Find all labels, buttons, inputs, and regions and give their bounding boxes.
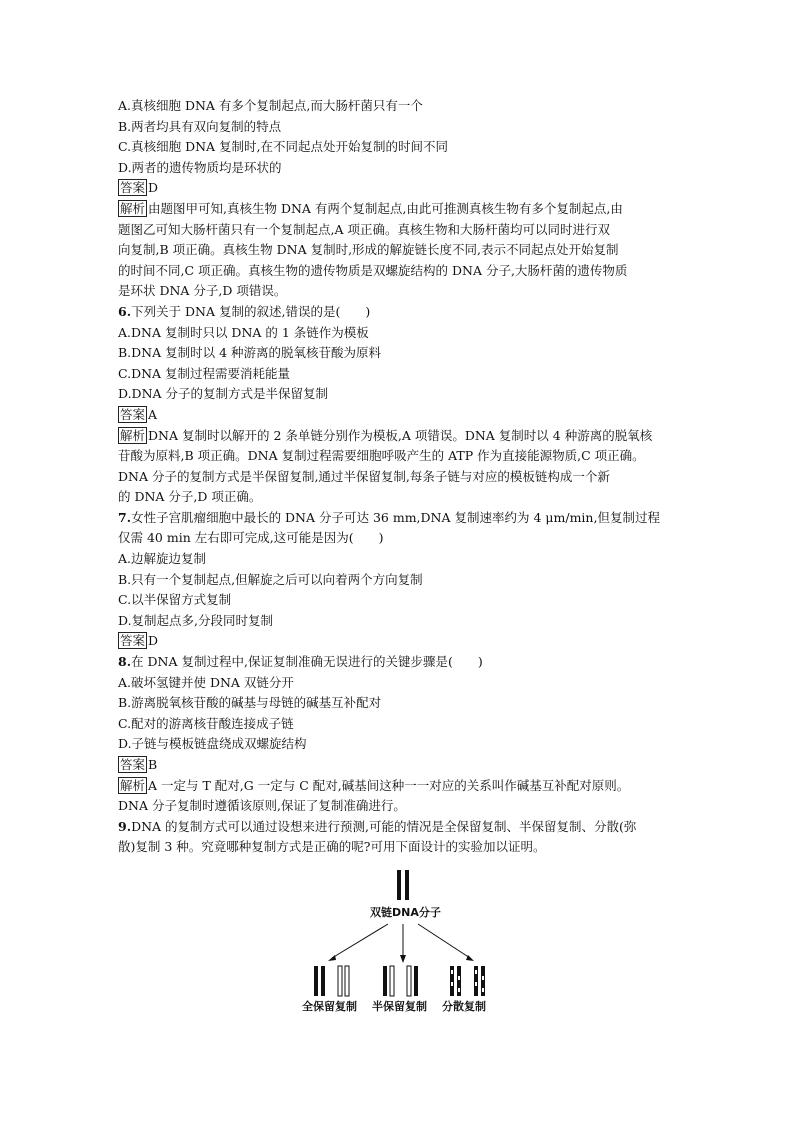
answer-line [118, 405, 688, 426]
answer-tag: 答案 [120, 180, 146, 196]
question-text: DNA 的复制方式可以通过设想来进行预测,可能的情况是全保留复制、半保留复制、分散(弥 [131, 818, 637, 834]
strand-light [407, 966, 411, 996]
strand-light [390, 966, 394, 996]
option-d: D.DNA 分子的复制方式是半保留复制 [118, 386, 329, 402]
option-c: C.以半保留方式复制 [118, 592, 232, 608]
question-stem [118, 508, 688, 529]
strand-light [338, 966, 342, 996]
dna-replication-figure [290, 866, 510, 1016]
analysis-text: 的 DNA 分子,D 项正确。 [118, 489, 262, 505]
conservative-molecules [314, 966, 349, 996]
document-page [118, 96, 688, 858]
question-text: 散)复制 3 种。究竟哪种复制方式是正确的呢?可用下面设计的实验加以证明。 [118, 839, 546, 855]
answer-tag: 答案 [120, 633, 146, 649]
analysis-tag: 解析 [120, 427, 146, 443]
question-stem [118, 302, 688, 323]
option-b: B.DNA 复制时以 4 种游离的脱氧核苷酸为原料 [118, 345, 382, 361]
arrow-right [418, 924, 470, 958]
question-number: 7. [118, 509, 132, 525]
strand-dark [314, 966, 318, 996]
analysis-tag: 解析 [120, 200, 146, 216]
question-number: 8. [118, 654, 132, 670]
analysis-text: A 一定与 T 配对,G 一定与 C 配对,碱基间这种一一对应的关系叫作碱基互补配对原则。 [148, 777, 630, 793]
answer-tag: 答案 [120, 757, 146, 772]
option-b: B.两者均具有双向复制的特点 [118, 118, 282, 134]
strand-dark [321, 966, 325, 996]
dispersive-molecules [450, 966, 485, 996]
analysis-line [118, 199, 688, 220]
strand-dark [383, 966, 387, 996]
question-text: 女性子宫肌瘤细胞中最长的 DNA 分子可达 36 mm,DNA 复制速率约为 4 μm/min,但复制过程 [131, 509, 660, 525]
analysis-text: DNA 分子的复制方式是半保留复制,通过半保留复制,每条子链与对应的模板链构成一个新 [118, 468, 610, 484]
arrowhead-middle [400, 955, 406, 963]
question-number: 6. [118, 303, 132, 319]
analysis-text: 的时间不同,C 项正确。真核生物的遗传物质是双螺旋结构的 DNA 分子,大肠杆菌的遗传物质 [118, 262, 628, 278]
semiconservative-label: 半保留复制 [372, 1000, 427, 1013]
parent-strand-left [397, 870, 401, 900]
answer-line [118, 755, 688, 776]
arrow-left [332, 924, 388, 958]
answer-value: B [148, 757, 158, 772]
analysis-line [118, 426, 688, 447]
strand-light [345, 966, 349, 996]
analysis-text: 苷酸为原料,B 项正确。DNA 复制过程需要细胞呼吸产生的 ATP 作为直接能源物质,C 项正确。 [118, 448, 645, 464]
answer-value: D [148, 180, 159, 196]
option-c: C.真核细胞 DNA 复制时,在不同起点处开始复制的时间不同 [118, 139, 448, 155]
analysis-text: 是环状 DNA 分子,D 项错误。 [118, 283, 287, 299]
option-d: D.子链与模板链盘绕成双螺旋结构 [118, 736, 307, 752]
analysis-tag: 解析 [120, 777, 146, 793]
answer-value: A [148, 406, 158, 422]
option-c: C.配对的游离核苷酸连接成子链 [118, 715, 294, 731]
analysis-text: DNA 复制时以解开的 2 条单链分别作为模板,A 项错误。DNA 复制时以 4 种游离的脱氧核 [148, 427, 653, 443]
dna-diagram [290, 866, 510, 1016]
question-number: 9. [118, 818, 132, 834]
question-text: 在 DNA 复制过程中,保证复制准确无误进行的关键步骤是( ) [131, 654, 483, 670]
answer-line [118, 631, 688, 652]
question-text: 仅需 40 min 左右即可完成,这可能是因为( ) [118, 530, 384, 546]
parent-dna-label: 双链DNA分子 [370, 906, 441, 919]
option-a: A.边解旋边复制 [118, 551, 207, 567]
question-text: 下列关于 DNA 复制的叙述,错误的是( ) [131, 303, 371, 319]
answer-value: D [148, 633, 159, 649]
analysis-text: 题图乙可知大肠杆菌只有一个复制起点,A 项正确。真核生物和大肠杆菌均可以同时进行双 [118, 221, 610, 237]
option-c: C.DNA 复制过程需要消耗能量 [118, 365, 291, 381]
analysis-line [118, 776, 688, 797]
strand-dark [414, 966, 418, 996]
option-a: A.DNA 复制时只以 DNA 的 1 条链作为模板 [118, 324, 369, 340]
parent-strand-right [405, 870, 409, 900]
question-stem [118, 817, 688, 838]
answer-line [118, 178, 688, 199]
option-b: B.游离脱氧核苷酸的碱基与母链的碱基互补配对 [118, 695, 382, 711]
option-d: D.两者的遗传物质均是环状的 [118, 159, 282, 175]
option-a: A.破坏氢键并使 DNA 双链分开 [118, 674, 294, 690]
dispersive-label: 分散复制 [442, 1000, 486, 1013]
analysis-text: DNA 分子复制时遵循该原则,保证了复制准确进行。 [118, 798, 406, 814]
arrowhead-left [328, 955, 336, 961]
option-a: A.真核细胞 DNA 有多个复制起点,而大肠杆菌只有一个 [118, 98, 423, 113]
analysis-text: 向复制,B 项正确。真核生物 DNA 复制时,形成的解旋链长度不同,表示不同起点处开始复制 [118, 242, 619, 258]
semiconservative-molecules [383, 966, 418, 996]
answer-tag: 答案 [120, 406, 146, 422]
analysis-text: 由题图甲可知,真核生物 DNA 有两个复制起点,由此可推测真核生物有多个复制起点,由 [148, 200, 623, 216]
option-b: B.只有一个复制起点,但解旋之后可以向着两个方向复制 [118, 571, 423, 587]
conservative-label: 全保留复制 [302, 1000, 357, 1013]
option-d: D.复制起点多,分段同时复制 [118, 612, 274, 628]
question-stem [118, 652, 688, 673]
